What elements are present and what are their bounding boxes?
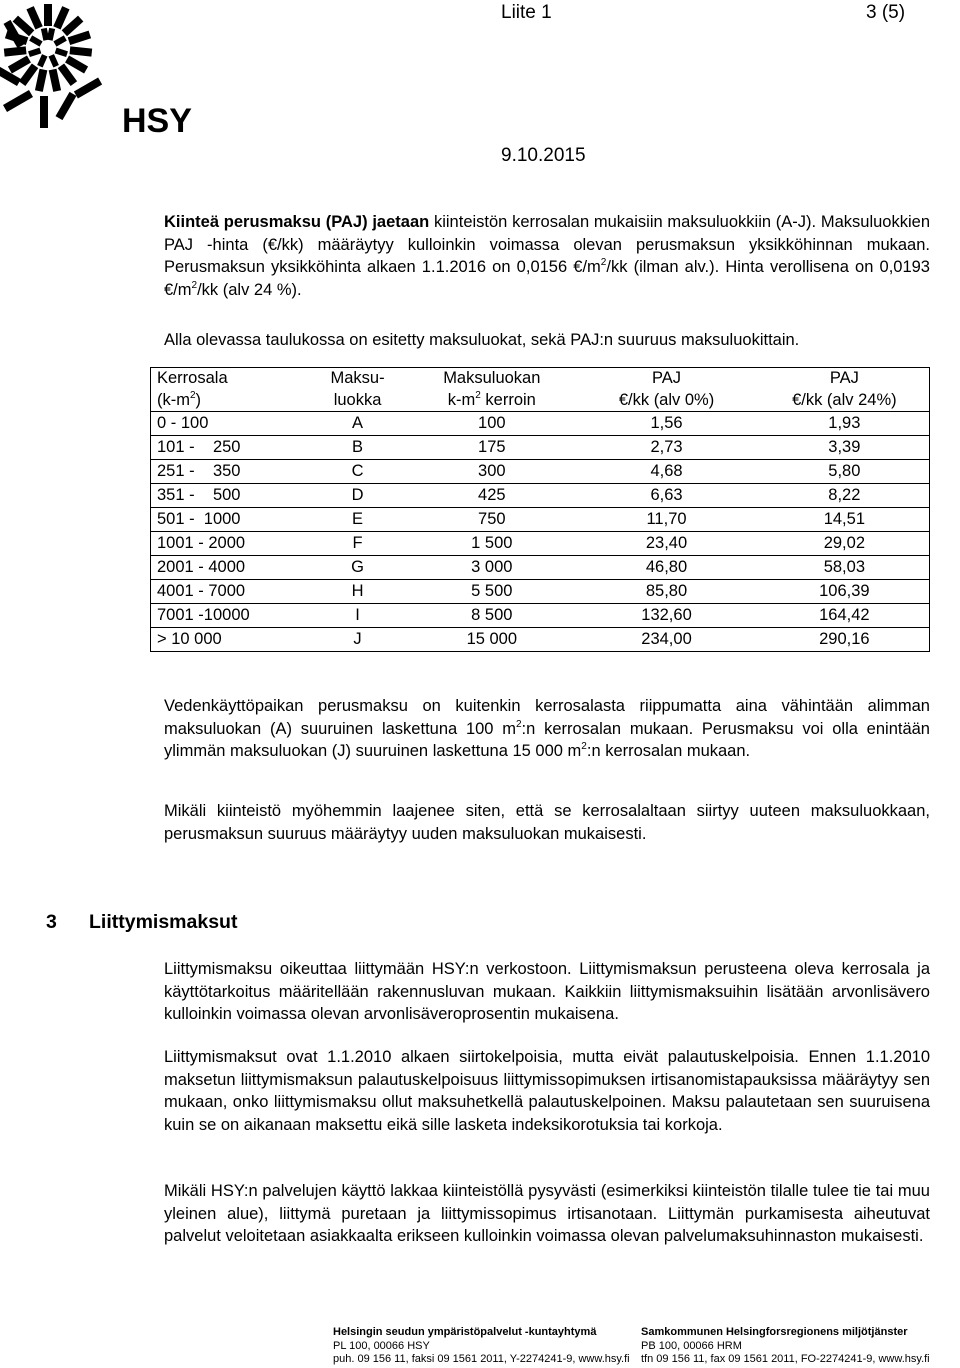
text-part: :n kerrosalan mukaan. bbox=[586, 742, 751, 760]
cell-paj-vat24: 5,80 bbox=[760, 460, 930, 484]
cell-paj-vat24: 164,42 bbox=[760, 604, 930, 628]
cell-paj-vat24: 29,02 bbox=[760, 532, 930, 556]
cell-paj-vat0: 4,68 bbox=[573, 460, 759, 484]
cell-class: H bbox=[305, 580, 410, 604]
cell-floor-area: 1001 - 2000 bbox=[151, 532, 305, 556]
intro-paragraph bbox=[164, 211, 930, 301]
cell-paj-vat24: 58,03 bbox=[760, 556, 930, 580]
cell-floor-area: 501 - 1000 bbox=[151, 508, 305, 532]
sup: 2 bbox=[515, 718, 522, 730]
header-line: luokka bbox=[333, 390, 382, 409]
cell-paj-vat0: 6,63 bbox=[573, 484, 759, 508]
cell-floor-area: 251 - 350 bbox=[151, 460, 305, 484]
cell-coefficient: 3 000 bbox=[410, 556, 573, 580]
logo-text: HSY bbox=[122, 102, 192, 140]
header-line: Kerrosala bbox=[157, 369, 228, 387]
connection-fee-paragraph-1: Liittymismaksu oikeuttaa liittymään HSY:n verkostoon. Liittymismaksun perusteena oleva kerrosala ja käyttötarkoitus määritellään rakennusluvan mukaan. Kaikkiin liittymismaksuihin lisätään arvonlisävero kulloinkin voimassa olevan arvonlisäveroprosentin mukaisena. bbox=[164, 960, 930, 1023]
header-floor-area bbox=[151, 368, 305, 412]
cell-floor-area: 0 - 100 bbox=[151, 412, 305, 436]
footer-right-address: PB 100, 00066 HRM bbox=[641, 1339, 742, 1352]
header-line: €/kk (alv 0%) bbox=[618, 390, 715, 409]
cell-paj-vat0: 85,80 bbox=[573, 580, 759, 604]
cell-paj-vat0: 1,56 bbox=[573, 412, 759, 436]
cell-paj-vat0: 132,60 bbox=[573, 604, 759, 628]
table-header-row bbox=[151, 368, 930, 412]
sup: 2 bbox=[191, 279, 198, 291]
footer-right bbox=[641, 1326, 930, 1367]
sup: 2 bbox=[189, 389, 196, 401]
cell-paj-vat0: 46,80 bbox=[573, 556, 759, 580]
cell-class: A bbox=[305, 412, 410, 436]
hsy-logo bbox=[0, 0, 200, 140]
header-line: €/kk (alv 24%) bbox=[792, 390, 897, 409]
sup: 2 bbox=[475, 389, 481, 401]
cell-paj-vat24: 14,51 bbox=[760, 508, 930, 532]
table-row bbox=[151, 460, 930, 484]
text-part: Vedenkäyttöpaikan perusmaksu on kuitenkin kerrosalasta riippumatta aina vähintään alimman maksuluokan (A) suuruinen laskettuna 100 m bbox=[164, 697, 930, 738]
table-row bbox=[151, 580, 930, 604]
text-part: :n kerrosalan mukaan. Perusmaksu voi olla enintään ylimmän maksuluokan (J) suuruinen laskettuna 15 000 m bbox=[164, 719, 930, 760]
cell-paj-vat0: 23,40 bbox=[573, 532, 759, 556]
table-row bbox=[151, 532, 930, 556]
section-number: 3 bbox=[46, 911, 57, 933]
table-row bbox=[151, 556, 930, 580]
cell-class: C bbox=[305, 460, 410, 484]
document-date: 9.10.2015 bbox=[501, 145, 586, 166]
table-row bbox=[151, 628, 930, 652]
cell-coefficient: 300 bbox=[410, 460, 573, 484]
cell-coefficient: 425 bbox=[410, 484, 573, 508]
sup: 2 bbox=[581, 741, 587, 752]
intro-text-b: /kk (ilman alv.). Hinta verollisena on 0,0193 €/m bbox=[164, 258, 930, 299]
header-line: Maksu- bbox=[330, 369, 385, 387]
footer-right-name: Samkommunen Helsingforsregionens miljötjänster bbox=[641, 1326, 908, 1338]
minimum-fee-paragraph bbox=[164, 695, 930, 763]
cell-paj-vat24: 1,93 bbox=[760, 412, 930, 436]
fee-class-table bbox=[150, 367, 930, 652]
cell-paj-vat0: 11,70 bbox=[573, 508, 759, 532]
cell-coefficient: 8 500 bbox=[410, 604, 573, 628]
footer-left-contact: puh. 09 156 11, faksi 09 1561 2011, Y-2274241-9, www.hsy.fi bbox=[333, 1353, 630, 1365]
table-row bbox=[151, 604, 930, 628]
footer-right-contact: tfn 09 156 11, fax 09 1561 2011, FO-2274241-9, www.hsy.fi bbox=[641, 1353, 930, 1365]
cell-paj-vat0: 2,73 bbox=[573, 436, 759, 460]
header-paj-vat0 bbox=[573, 368, 759, 412]
cell-paj-vat24: 106,39 bbox=[760, 580, 930, 604]
table-row bbox=[151, 484, 930, 508]
table-row bbox=[151, 436, 930, 460]
cell-floor-area: 351 - 500 bbox=[151, 484, 305, 508]
cell-paj-vat24: 290,16 bbox=[760, 628, 930, 652]
connection-fee-paragraph-3: Mikäli HSY:n palvelujen käyttö lakkaa kiinteistöllä pysyvästi (esimerkiksi kiinteistön tilalle tulee tie tai muu yleinen alue), liittymä puretaan ja liittymissopimus irtisanotaan. Liittymän purkamisesta aiheutuvat palvelut veloitetaan asiakkaalta erikseen kulloinkin voimassa olevan palvelumaksuhinnaston mukaisesti. bbox=[164, 1182, 930, 1245]
page-number: 3 (5) bbox=[866, 2, 906, 23]
header-line: ) bbox=[195, 390, 202, 409]
section-title: Liittymismaksut bbox=[89, 911, 238, 933]
cell-class: B bbox=[305, 436, 410, 460]
intro-text-c: /kk (alv 24 %). bbox=[197, 280, 302, 299]
header-line: PAJ bbox=[652, 369, 682, 387]
header-fee-class bbox=[305, 368, 410, 412]
cell-coefficient: 750 bbox=[410, 508, 573, 532]
cell-floor-area: 101 - 250 bbox=[151, 436, 305, 460]
cell-class: G bbox=[305, 556, 410, 580]
cell-coefficient: 100 bbox=[410, 412, 573, 436]
cell-class: I bbox=[305, 604, 410, 628]
cell-coefficient: 1 500 bbox=[410, 532, 573, 556]
footer-left-address: PL 100, 00066 HSY bbox=[333, 1339, 430, 1352]
cell-coefficient: 15 000 bbox=[410, 628, 573, 652]
cell-floor-area: > 10 000 bbox=[151, 628, 305, 652]
table-intro: Alla olevassa taulukossa on esitetty maksuluokat, sekä PAJ:n suuruus maksuluokittain. bbox=[164, 331, 800, 349]
cell-paj-vat24: 8,22 bbox=[760, 484, 930, 508]
connection-fee-paragraph-2: Liittymismaksut ovat 1.1.2010 alkaen siirtokelpoisia, mutta eivät palautuskelpoisia. Ennen 1.1.2010 maksetun liittymismaksun palautuskelpoisuus liittymissopimuksen irtisanomistapauksissa määräytyy sen mukaan, onko liittymismaksu ollut maksuhetkellä palautuskelpoinen. Maksu palautetaan sen suuruisena kuin se on aikanaan maksettu eikä sille lasketa indeksikorotuksia tai korkoja. bbox=[164, 1048, 930, 1134]
table-row bbox=[151, 508, 930, 532]
header-line: PAJ bbox=[829, 369, 859, 387]
cell-class: E bbox=[305, 508, 410, 532]
cell-coefficient: 175 bbox=[410, 436, 573, 460]
cell-floor-area: 2001 - 4000 bbox=[151, 556, 305, 580]
hsy-logo-graphic bbox=[0, 0, 200, 140]
expansion-paragraph: Mikäli kiinteistö myöhemmin laajenee siten, että se kerrosalaltaan siirtyy uuteen maksuluokkaan, perusmaksun suuruus määräytyy uuden maksuluokan mukaisesti. bbox=[164, 802, 930, 843]
header-line: (k-m bbox=[157, 390, 190, 409]
intro-text-a: kiinteistön kerrosalan mukaisiin maksuluokkiin (A-J). Maksuluokkien PAJ -hinta (€/kk) määräytyy kulloinkin voimassa olevan perusmaksun yksikköhinnan mukaan. Perusmaksun yksikköhinta alkaen 1.1.2016 on 0,0156 €/m bbox=[164, 213, 930, 276]
sup: 2 bbox=[600, 257, 607, 268]
table-row bbox=[151, 412, 930, 436]
cell-class: D bbox=[305, 484, 410, 508]
header-line: kerroin bbox=[480, 390, 536, 409]
header-paj-vat24 bbox=[760, 368, 930, 412]
cell-class: F bbox=[305, 532, 410, 556]
cell-floor-area: 4001 - 7000 bbox=[151, 580, 305, 604]
header-coefficient bbox=[410, 368, 573, 412]
attachment-label: Liite 1 bbox=[501, 2, 552, 23]
header-line: Maksuluokan bbox=[443, 369, 541, 387]
footer-left-name: Helsingin seudun ympäristöpalvelut -kuntayhtymä bbox=[333, 1326, 597, 1338]
header-line: k-m bbox=[447, 390, 476, 409]
cell-paj-vat24: 3,39 bbox=[760, 436, 930, 460]
cell-coefficient: 5 500 bbox=[410, 580, 573, 604]
intro-bold-lead: Kiinteä perusmaksu (PAJ) jaetaan bbox=[164, 213, 430, 231]
footer-left bbox=[333, 1326, 630, 1367]
cell-floor-area: 7001 -10000 bbox=[151, 604, 305, 628]
cell-class: J bbox=[305, 628, 410, 652]
cell-paj-vat0: 234,00 bbox=[573, 628, 759, 652]
